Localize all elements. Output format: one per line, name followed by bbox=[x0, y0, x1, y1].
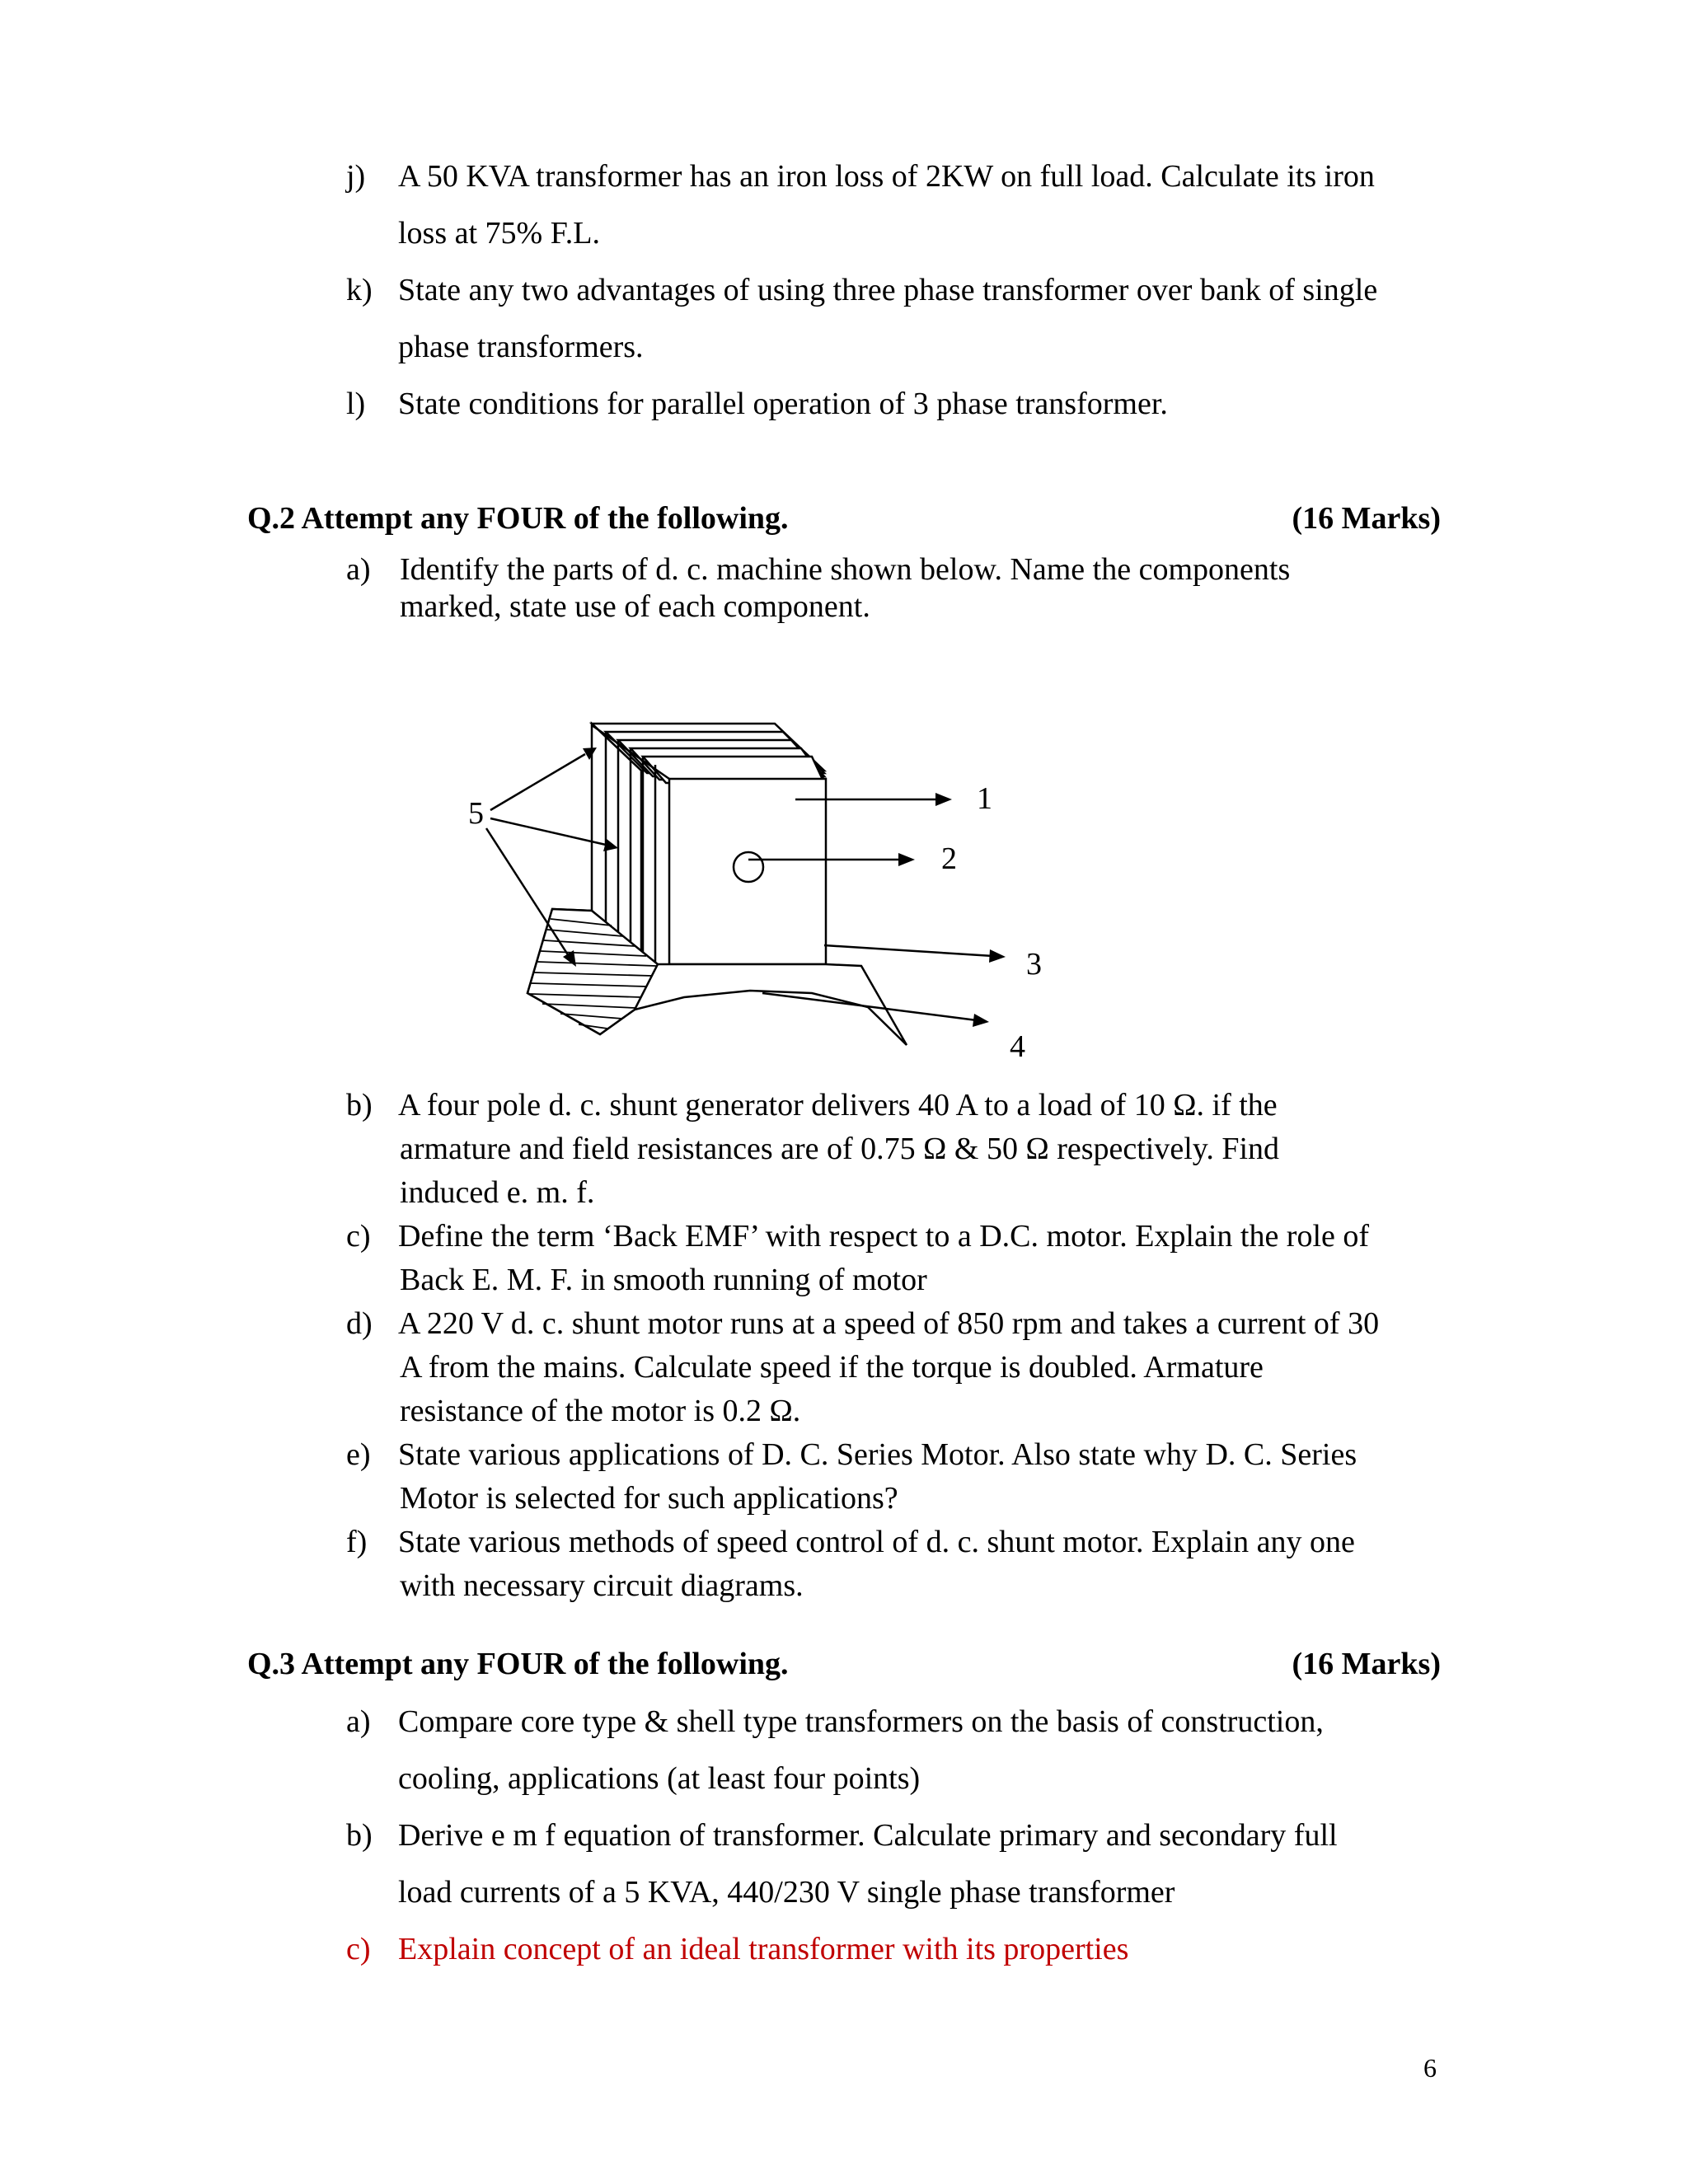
question-marks: (16 Marks) bbox=[1292, 1647, 1441, 1681]
question-item-3b bbox=[346, 1807, 1442, 1921]
figure-label-2: 2 bbox=[941, 841, 957, 876]
item-label: c) bbox=[346, 1219, 371, 1254]
figure-label-3: 3 bbox=[1026, 947, 1042, 982]
question-title: Q.2 Attempt any FOUR of the following. bbox=[247, 501, 789, 536]
question-marks: (16 Marks) bbox=[1292, 501, 1441, 536]
question-item-3a bbox=[346, 1694, 1442, 1807]
question-title: Q.3 Attempt any FOUR of the following. bbox=[247, 1647, 789, 1681]
item-label: a) bbox=[346, 1704, 371, 1739]
item-text-line: induced e. m. f. bbox=[400, 1175, 595, 1210]
item-text-line: A 50 KVA transformer has an iron loss of 2KW on full load. Calculate its iron bbox=[398, 159, 1375, 194]
item-text-line: marked, state use of each component. bbox=[400, 589, 870, 624]
question-item-2d bbox=[346, 1302, 1442, 1433]
item-text-line: cooling, applications (at least four points) bbox=[398, 1761, 921, 1796]
item-text-line: A from the mains. Calculate speed if the torque is doubled. Armature bbox=[400, 1350, 1264, 1385]
question-item-l bbox=[346, 376, 1442, 433]
item-text-line: Motor is selected for such applications? bbox=[400, 1481, 898, 1516]
item-text-line: State various applications of D. C. Series Motor. Also state why D. C. Series bbox=[398, 1437, 1357, 1472]
item-text-line: Derive e m f equation of transformer. Calculate primary and secondary full bbox=[398, 1818, 1338, 1853]
question-item-2a bbox=[346, 548, 1442, 630]
figure-label-4: 4 bbox=[1010, 1029, 1025, 1064]
figure-label-1: 1 bbox=[977, 781, 992, 816]
question-item-2c bbox=[346, 1215, 1442, 1302]
item-text-line: Back E. M. F. in smooth running of motor bbox=[400, 1263, 927, 1297]
item-text-line: phase transformers. bbox=[398, 330, 644, 364]
item-text-line: loss at 75% F.L. bbox=[398, 216, 601, 251]
item-label: f) bbox=[346, 1525, 368, 1559]
item-text-line: Define the term ‘Back EMF’ with respect to a D.C. motor. Explain the role of bbox=[398, 1219, 1370, 1254]
question-item-3c bbox=[346, 1921, 1442, 1978]
item-text-line: load currents of a 5 KVA, 440/230 V single phase transformer bbox=[398, 1875, 1175, 1910]
item-text-line: Explain concept of an ideal transformer with its properties bbox=[398, 1932, 1129, 1966]
item-text-line: resistance of the motor is 0.2 Ω. bbox=[400, 1394, 801, 1428]
item-text-line: with necessary circuit diagrams. bbox=[400, 1568, 804, 1603]
page-number: 6 bbox=[1423, 2053, 1437, 2083]
question-item-2f bbox=[346, 1521, 1442, 1608]
item-text-line: A 220 V d. c. shunt motor runs at a speed of 850 rpm and takes a current of 30 bbox=[398, 1306, 1380, 1341]
item-label: a) bbox=[346, 552, 371, 587]
item-label: d) bbox=[346, 1306, 373, 1341]
item-label: e) bbox=[346, 1437, 371, 1472]
item-label: l) bbox=[346, 387, 366, 421]
item-text-line: State any two advantages of using three phase transformer over bank of single bbox=[398, 273, 1378, 307]
item-text-line: State various methods of speed control of d. c. shunt motor. Explain any one bbox=[398, 1525, 1355, 1559]
item-label: b) bbox=[346, 1088, 373, 1122]
question-item-2b bbox=[346, 1084, 1442, 1215]
item-text-line: State conditions for parallel operation of 3 phase transformer. bbox=[398, 387, 1168, 421]
item-text-line: A four pole d. c. shunt generator delivers 40 A to a load of 10 Ω. if the bbox=[398, 1088, 1278, 1122]
figure-label-5: 5 bbox=[468, 796, 484, 831]
item-label: c) bbox=[346, 1932, 371, 1966]
dc-machine-pole-diagram bbox=[468, 713, 1055, 1076]
question-item-2e bbox=[346, 1433, 1442, 1521]
question-3-heading bbox=[247, 1636, 1441, 1693]
item-label: j) bbox=[346, 159, 366, 194]
item-text-line: Identify the parts of d. c. machine shown below. Name the components bbox=[400, 552, 1291, 587]
item-label: k) bbox=[346, 273, 373, 307]
question-item-j bbox=[346, 148, 1442, 262]
question-item-k bbox=[346, 262, 1442, 376]
item-text-line: armature and field resistances are of 0.75 Ω & 50 Ω respectively. Find bbox=[400, 1132, 1280, 1166]
item-text-line: Compare core type & shell type transformers on the basis of construction, bbox=[398, 1704, 1324, 1739]
question-2-heading bbox=[247, 490, 1441, 547]
item-label: b) bbox=[346, 1818, 373, 1853]
